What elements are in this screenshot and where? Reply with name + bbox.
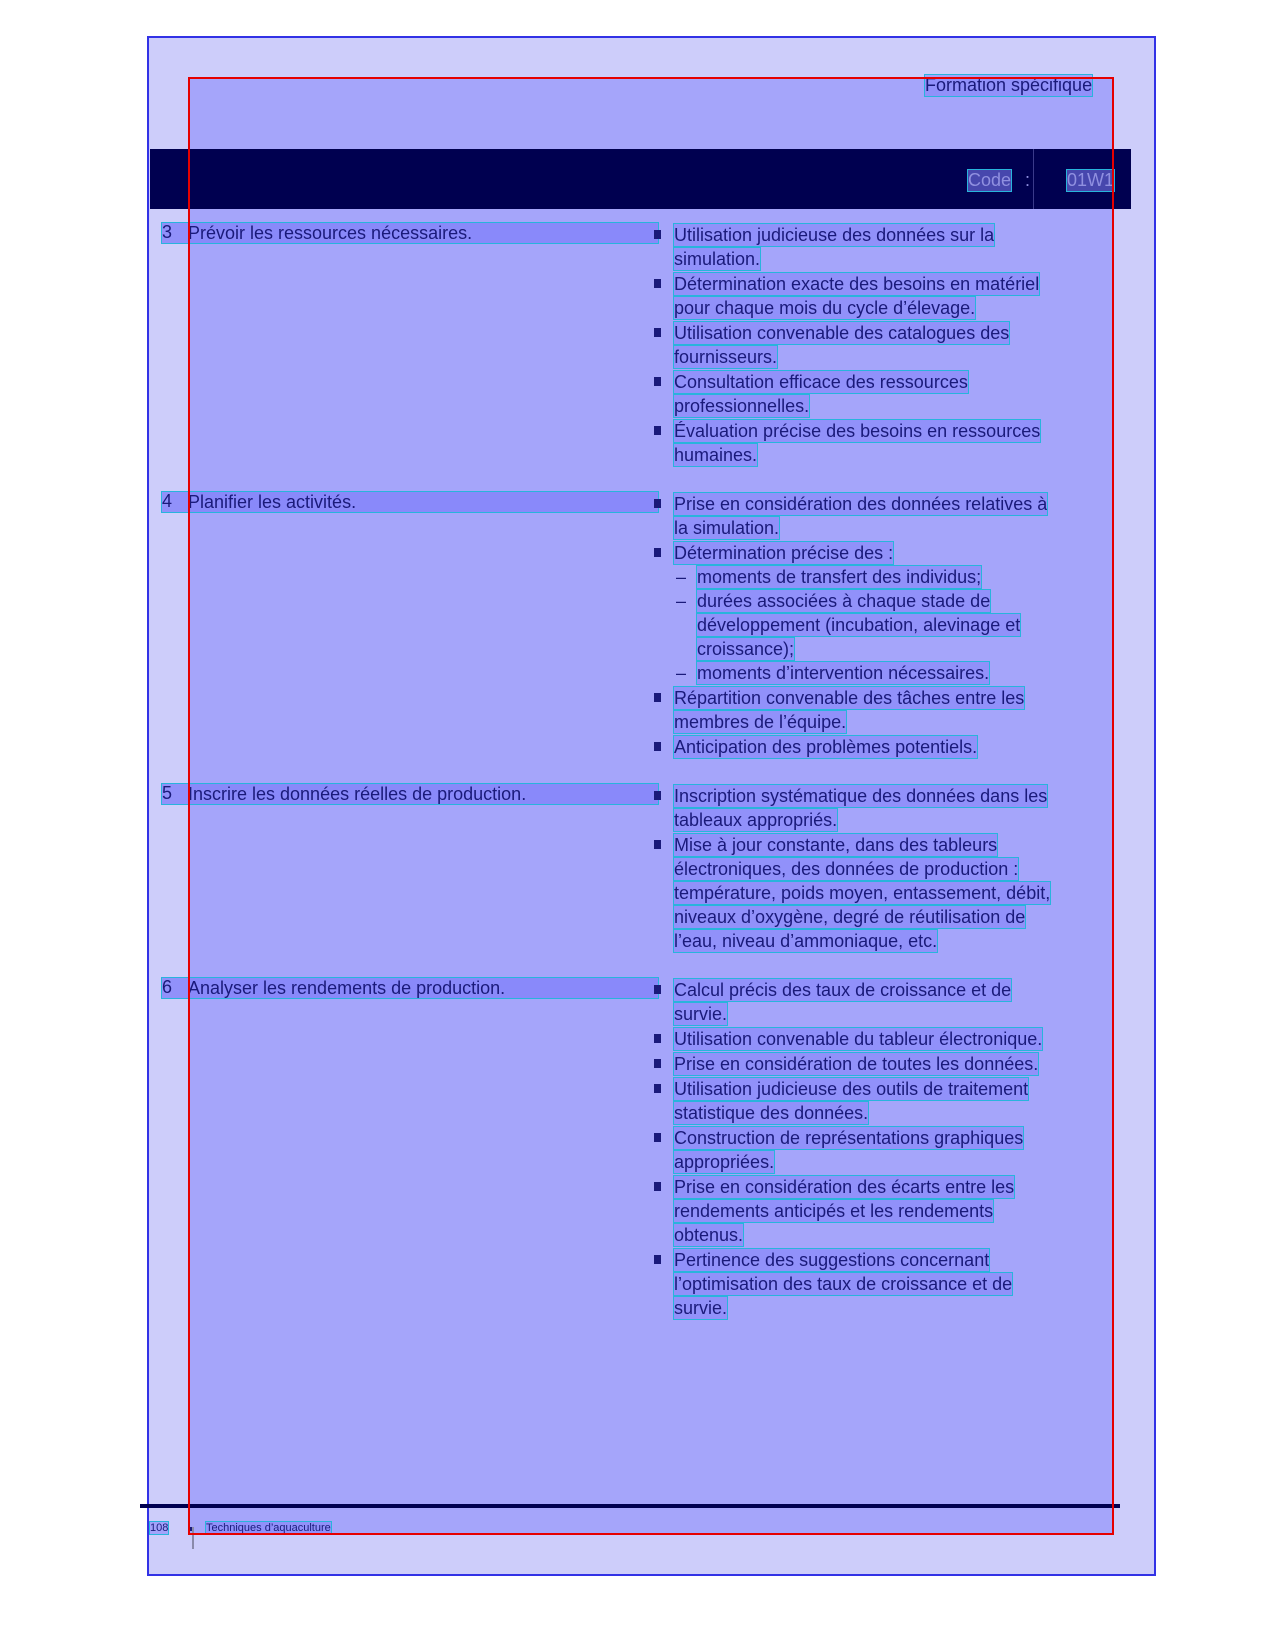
sub-item-line: durées associées à chaque stade de bbox=[697, 591, 991, 611]
footer-tick bbox=[192, 1527, 194, 1549]
bullet-line: Mise à jour constante, dans des tableurs bbox=[674, 835, 998, 855]
bullet-icon bbox=[654, 279, 661, 288]
bullet-line: l’eau, niveau d’ammoniaque, etc. bbox=[674, 931, 938, 951]
criterion-text: Planifier les activités. bbox=[188, 492, 357, 512]
footer-rule bbox=[140, 1504, 1120, 1508]
section-number: 4 bbox=[162, 491, 173, 511]
bullet-line: l’optimisation des taux de croissance et de bbox=[674, 1274, 1013, 1294]
bullet-icon bbox=[654, 377, 661, 386]
bullet-icon bbox=[654, 230, 661, 239]
bullet-icon bbox=[654, 499, 661, 508]
bullet-line: la simulation. bbox=[674, 518, 780, 538]
bullet-line: niveaux d’oxygène, degré de réutilisation de bbox=[674, 907, 1026, 927]
sub-item-line: développement (incubation, alevinage et bbox=[697, 615, 1021, 635]
bullet-line: appropriées. bbox=[674, 1152, 775, 1172]
bullet-icon bbox=[654, 426, 661, 435]
bullet-line: simulation. bbox=[674, 249, 761, 269]
section-number: 6 bbox=[162, 977, 173, 997]
header-title: Formation spécifique bbox=[925, 75, 1093, 95]
bullet-line: Consultation efficace des ressources bbox=[674, 372, 968, 392]
bullet-line: Utilisation convenable du tableur électronique. bbox=[674, 1029, 1043, 1049]
bullet-line: Répartition convenable des tâches entre les bbox=[674, 688, 1025, 708]
bullet-line: obtenus. bbox=[674, 1225, 744, 1245]
dash-icon: – bbox=[676, 663, 687, 683]
bullet-line: statistique des données. bbox=[674, 1103, 869, 1123]
bullet-line: Inscription systématique des données dans les bbox=[674, 786, 1048, 806]
section-number: 5 bbox=[162, 783, 173, 803]
bullet-line: Pertinence des suggestions concernant bbox=[674, 1250, 990, 1270]
sub-item-line: moments d’intervention nécessaires. bbox=[697, 663, 990, 683]
bullet-line: Utilisation convenable des catalogues des bbox=[674, 323, 1010, 343]
bullet-line: Prise en considération des données relatives à bbox=[674, 494, 1048, 514]
bullet-line: Prise en considération de toutes les données. bbox=[674, 1054, 1039, 1074]
bullet-line: survie. bbox=[674, 1298, 728, 1318]
bullet-line: Détermination précise des : bbox=[674, 543, 894, 563]
bullet-icon bbox=[654, 742, 661, 751]
criterion-text: Prévoir les ressources nécessaires. bbox=[188, 223, 473, 243]
bullet-icon bbox=[654, 1059, 661, 1068]
criterion-text: Inscrire les données réelles de production. bbox=[188, 784, 527, 804]
section-number: 3 bbox=[162, 222, 173, 242]
bullet-line: électroniques, des données de production : bbox=[674, 859, 1019, 879]
code-separator: : bbox=[1025, 170, 1031, 190]
bullet-icon bbox=[654, 328, 661, 337]
bullet-line: survie. bbox=[674, 1004, 728, 1024]
bullet-line: Évaluation précise des besoins en ressources bbox=[674, 421, 1041, 441]
bullet-line: professionnelles. bbox=[674, 396, 810, 416]
bullet-icon bbox=[654, 791, 661, 800]
bullet-icon bbox=[654, 985, 661, 994]
header-band-divider bbox=[1033, 149, 1034, 209]
code-label: Code bbox=[968, 170, 1012, 190]
bullet-line: Anticipation des problèmes potentiels. bbox=[674, 737, 978, 757]
bullet-line: tableaux appropriés. bbox=[674, 810, 838, 830]
bullet-line: Utilisation judicieuse des outils de traitement bbox=[674, 1079, 1029, 1099]
bullet-line: membres de l’équipe. bbox=[674, 712, 847, 732]
footer-title: Techniques d’aquaculture bbox=[206, 1522, 331, 1534]
code-value: 01W1 bbox=[1067, 170, 1115, 190]
bullet-icon bbox=[654, 1084, 661, 1093]
bullet-line: température, poids moyen, entassement, débit, bbox=[674, 883, 1051, 903]
criterion-text: Analyser les rendements de production. bbox=[188, 978, 506, 998]
bullet-line: Construction de représentations graphiques bbox=[674, 1128, 1024, 1148]
footer-page-number: 108 bbox=[150, 1522, 169, 1534]
bullet-icon bbox=[654, 840, 661, 849]
sub-item-line: moments de transfert des individus; bbox=[697, 567, 982, 587]
dash-icon: – bbox=[676, 567, 687, 587]
sub-item-line: croissance); bbox=[697, 639, 795, 659]
bullet-line: rendements anticipés et les rendements bbox=[674, 1201, 994, 1221]
bullet-line: pour chaque mois du cycle d’élevage. bbox=[674, 298, 976, 318]
bullet-icon bbox=[654, 1133, 661, 1142]
bullet-icon bbox=[654, 548, 661, 557]
bullet-icon bbox=[654, 1034, 661, 1043]
dash-icon: – bbox=[676, 591, 687, 611]
bullet-icon bbox=[654, 1182, 661, 1191]
bullet-icon bbox=[654, 693, 661, 702]
bullet-line: fournisseurs. bbox=[674, 347, 778, 367]
bullet-line: Utilisation judicieuse des données sur la bbox=[674, 225, 995, 245]
bullet-line: Détermination exacte des besoins en matériel bbox=[674, 274, 1040, 294]
bullet-icon bbox=[654, 1255, 661, 1264]
bullet-line: Prise en considération des écarts entre les bbox=[674, 1177, 1015, 1197]
bullet-line: Calcul précis des taux de croissance et de bbox=[674, 980, 1012, 1000]
bullet-line: humaines. bbox=[674, 445, 758, 465]
